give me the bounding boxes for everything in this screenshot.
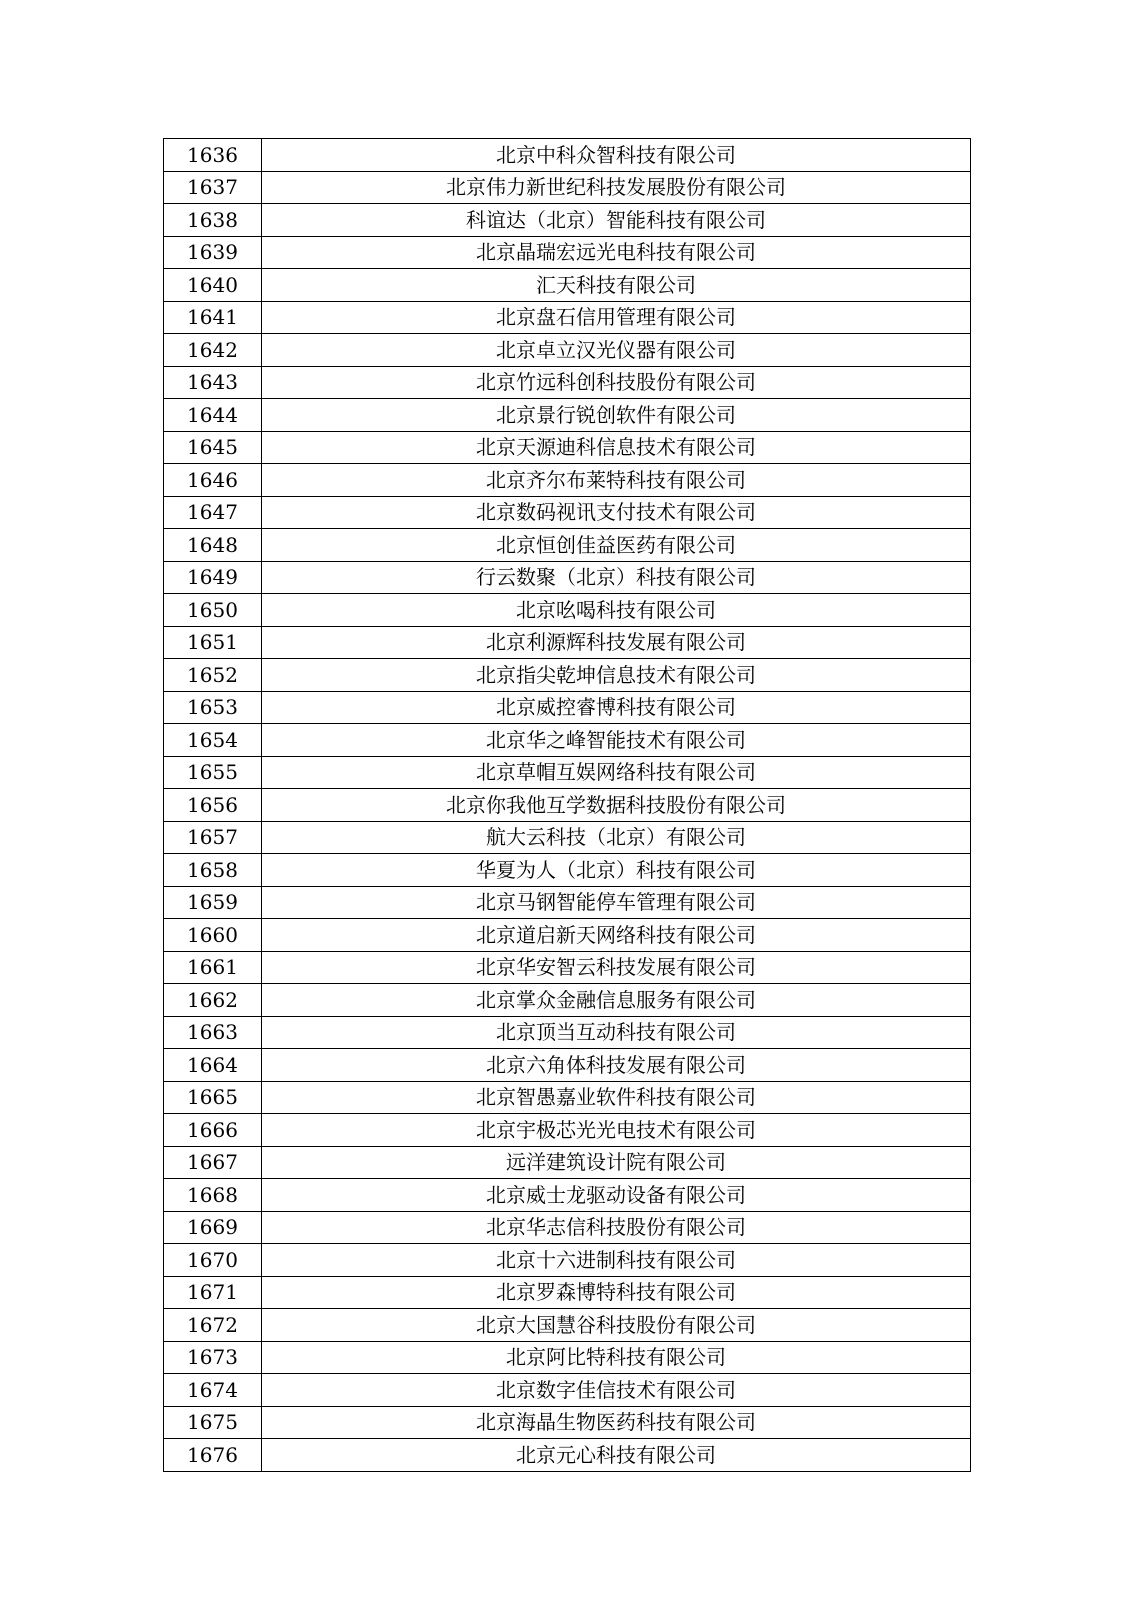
company-name-cell: 北京卓立汉光仪器有限公司 [262,334,971,367]
row-number-cell: 1651 [164,626,262,659]
company-name-cell: 北京马钢智能停车管理有限公司 [262,886,971,919]
row-number-cell: 1642 [164,334,262,367]
table-row [164,334,971,367]
row-number-cell: 1652 [164,659,262,692]
table-row [164,236,971,269]
table-row [164,1244,971,1277]
row-number-cell: 1661 [164,951,262,984]
table-row [164,529,971,562]
table-row [164,1146,971,1179]
table-row [164,1049,971,1082]
row-number-cell: 1674 [164,1374,262,1407]
table-row [164,626,971,659]
table-row [164,431,971,464]
table-row [164,366,971,399]
row-number-cell: 1639 [164,236,262,269]
row-number-cell: 1645 [164,431,262,464]
table-row [164,951,971,984]
table-row [164,854,971,887]
table-row [164,1374,971,1407]
row-number-cell: 1646 [164,464,262,497]
company-name-cell: 北京道启新天网络科技有限公司 [262,919,971,952]
table-row [164,1114,971,1147]
company-name-cell: 北京天源迪科信息技术有限公司 [262,431,971,464]
company-name-cell: 北京海晶生物医药科技有限公司 [262,1406,971,1439]
company-name-cell: 北京盘石信用管理有限公司 [262,301,971,334]
company-name-cell: 北京十六进制科技有限公司 [262,1244,971,1277]
row-number-cell: 1660 [164,919,262,952]
row-number-cell: 1658 [164,854,262,887]
company-name-cell: 北京威士龙驱动设备有限公司 [262,1179,971,1212]
table-row [164,724,971,757]
table-row [164,1211,971,1244]
table-row [164,691,971,724]
row-number-cell: 1668 [164,1179,262,1212]
row-number-cell: 1637 [164,171,262,204]
company-name-cell: 科谊达（北京）智能科技有限公司 [262,204,971,237]
row-number-cell: 1655 [164,756,262,789]
row-number-cell: 1667 [164,1146,262,1179]
company-name-cell: 北京罗森博特科技有限公司 [262,1276,971,1309]
company-name-cell: 北京华安智云科技发展有限公司 [262,951,971,984]
row-number-cell: 1657 [164,821,262,854]
row-number-cell: 1641 [164,301,262,334]
table-row [164,821,971,854]
company-name-cell: 北京威控睿博科技有限公司 [262,691,971,724]
company-name-cell: 北京华志信科技股份有限公司 [262,1211,971,1244]
company-name-cell: 北京指尖乾坤信息技术有限公司 [262,659,971,692]
table-row [164,496,971,529]
company-name-cell: 北京大国慧谷科技股份有限公司 [262,1309,971,1342]
row-number-cell: 1670 [164,1244,262,1277]
company-name-cell: 北京顶当互动科技有限公司 [262,1016,971,1049]
table-row [164,1341,971,1374]
company-name-cell: 北京景行锐创软件有限公司 [262,399,971,432]
row-number-cell: 1640 [164,269,262,302]
row-number-cell: 1654 [164,724,262,757]
row-number-cell: 1665 [164,1081,262,1114]
table-row [164,919,971,952]
company-name-cell: 北京草帽互娱网络科技有限公司 [262,756,971,789]
company-name-cell: 航大云科技（北京）有限公司 [262,821,971,854]
table-row [164,1276,971,1309]
table-row [164,301,971,334]
table-row [164,659,971,692]
company-name-cell: 北京中科众智科技有限公司 [262,139,971,172]
table-row [164,1081,971,1114]
table-body [164,139,971,1472]
company-name-cell: 北京宇极芯光光电技术有限公司 [262,1114,971,1147]
row-number-cell: 1669 [164,1211,262,1244]
row-number-cell: 1676 [164,1439,262,1472]
company-list-table [163,138,971,1472]
table-row [164,886,971,919]
row-number-cell: 1662 [164,984,262,1017]
company-name-cell: 北京智愚嘉业软件科技有限公司 [262,1081,971,1114]
table-row [164,399,971,432]
table-row [164,1179,971,1212]
table-row [164,1309,971,1342]
company-name-cell: 北京华之峰智能技术有限公司 [262,724,971,757]
table-row [164,171,971,204]
table-row [164,561,971,594]
row-number-cell: 1636 [164,139,262,172]
row-number-cell: 1666 [164,1114,262,1147]
row-number-cell: 1671 [164,1276,262,1309]
row-number-cell: 1648 [164,529,262,562]
company-name-cell: 北京六角体科技发展有限公司 [262,1049,971,1082]
table-row [164,204,971,237]
company-name-cell: 北京掌众金融信息服务有限公司 [262,984,971,1017]
company-name-cell: 北京数码视讯支付技术有限公司 [262,496,971,529]
row-number-cell: 1663 [164,1016,262,1049]
company-name-cell: 北京阿比特科技有限公司 [262,1341,971,1374]
table-row [164,789,971,822]
row-number-cell: 1675 [164,1406,262,1439]
company-name-cell: 华夏为人（北京）科技有限公司 [262,854,971,887]
company-name-cell: 北京伟力新世纪科技发展股份有限公司 [262,171,971,204]
table-row [164,984,971,1017]
row-number-cell: 1644 [164,399,262,432]
row-number-cell: 1650 [164,594,262,627]
row-number-cell: 1659 [164,886,262,919]
row-number-cell: 1673 [164,1341,262,1374]
company-name-cell: 北京元心科技有限公司 [262,1439,971,1472]
row-number-cell: 1649 [164,561,262,594]
row-number-cell: 1672 [164,1309,262,1342]
row-number-cell: 1643 [164,366,262,399]
company-name-cell: 北京齐尔布莱特科技有限公司 [262,464,971,497]
company-name-cell: 远洋建筑设计院有限公司 [262,1146,971,1179]
table-row [164,464,971,497]
row-number-cell: 1638 [164,204,262,237]
table-row [164,1406,971,1439]
table-row [164,139,971,172]
row-number-cell: 1656 [164,789,262,822]
company-name-cell: 北京恒创佳益医药有限公司 [262,529,971,562]
company-name-cell: 北京数字佳信技术有限公司 [262,1374,971,1407]
table-row [164,756,971,789]
company-name-cell: 北京晶瑞宏远光电科技有限公司 [262,236,971,269]
table-row [164,594,971,627]
row-number-cell: 1664 [164,1049,262,1082]
row-number-cell: 1647 [164,496,262,529]
table-row [164,1016,971,1049]
company-name-cell: 行云数聚（北京）科技有限公司 [262,561,971,594]
company-name-cell: 北京你我他互学数据科技股份有限公司 [262,789,971,822]
company-name-cell: 北京竹远科创科技股份有限公司 [262,366,971,399]
company-name-cell: 北京利源辉科技发展有限公司 [262,626,971,659]
row-number-cell: 1653 [164,691,262,724]
table-row [164,269,971,302]
table-row [164,1439,971,1472]
company-name-cell: 汇天科技有限公司 [262,269,971,302]
company-name-cell: 北京吆喝科技有限公司 [262,594,971,627]
